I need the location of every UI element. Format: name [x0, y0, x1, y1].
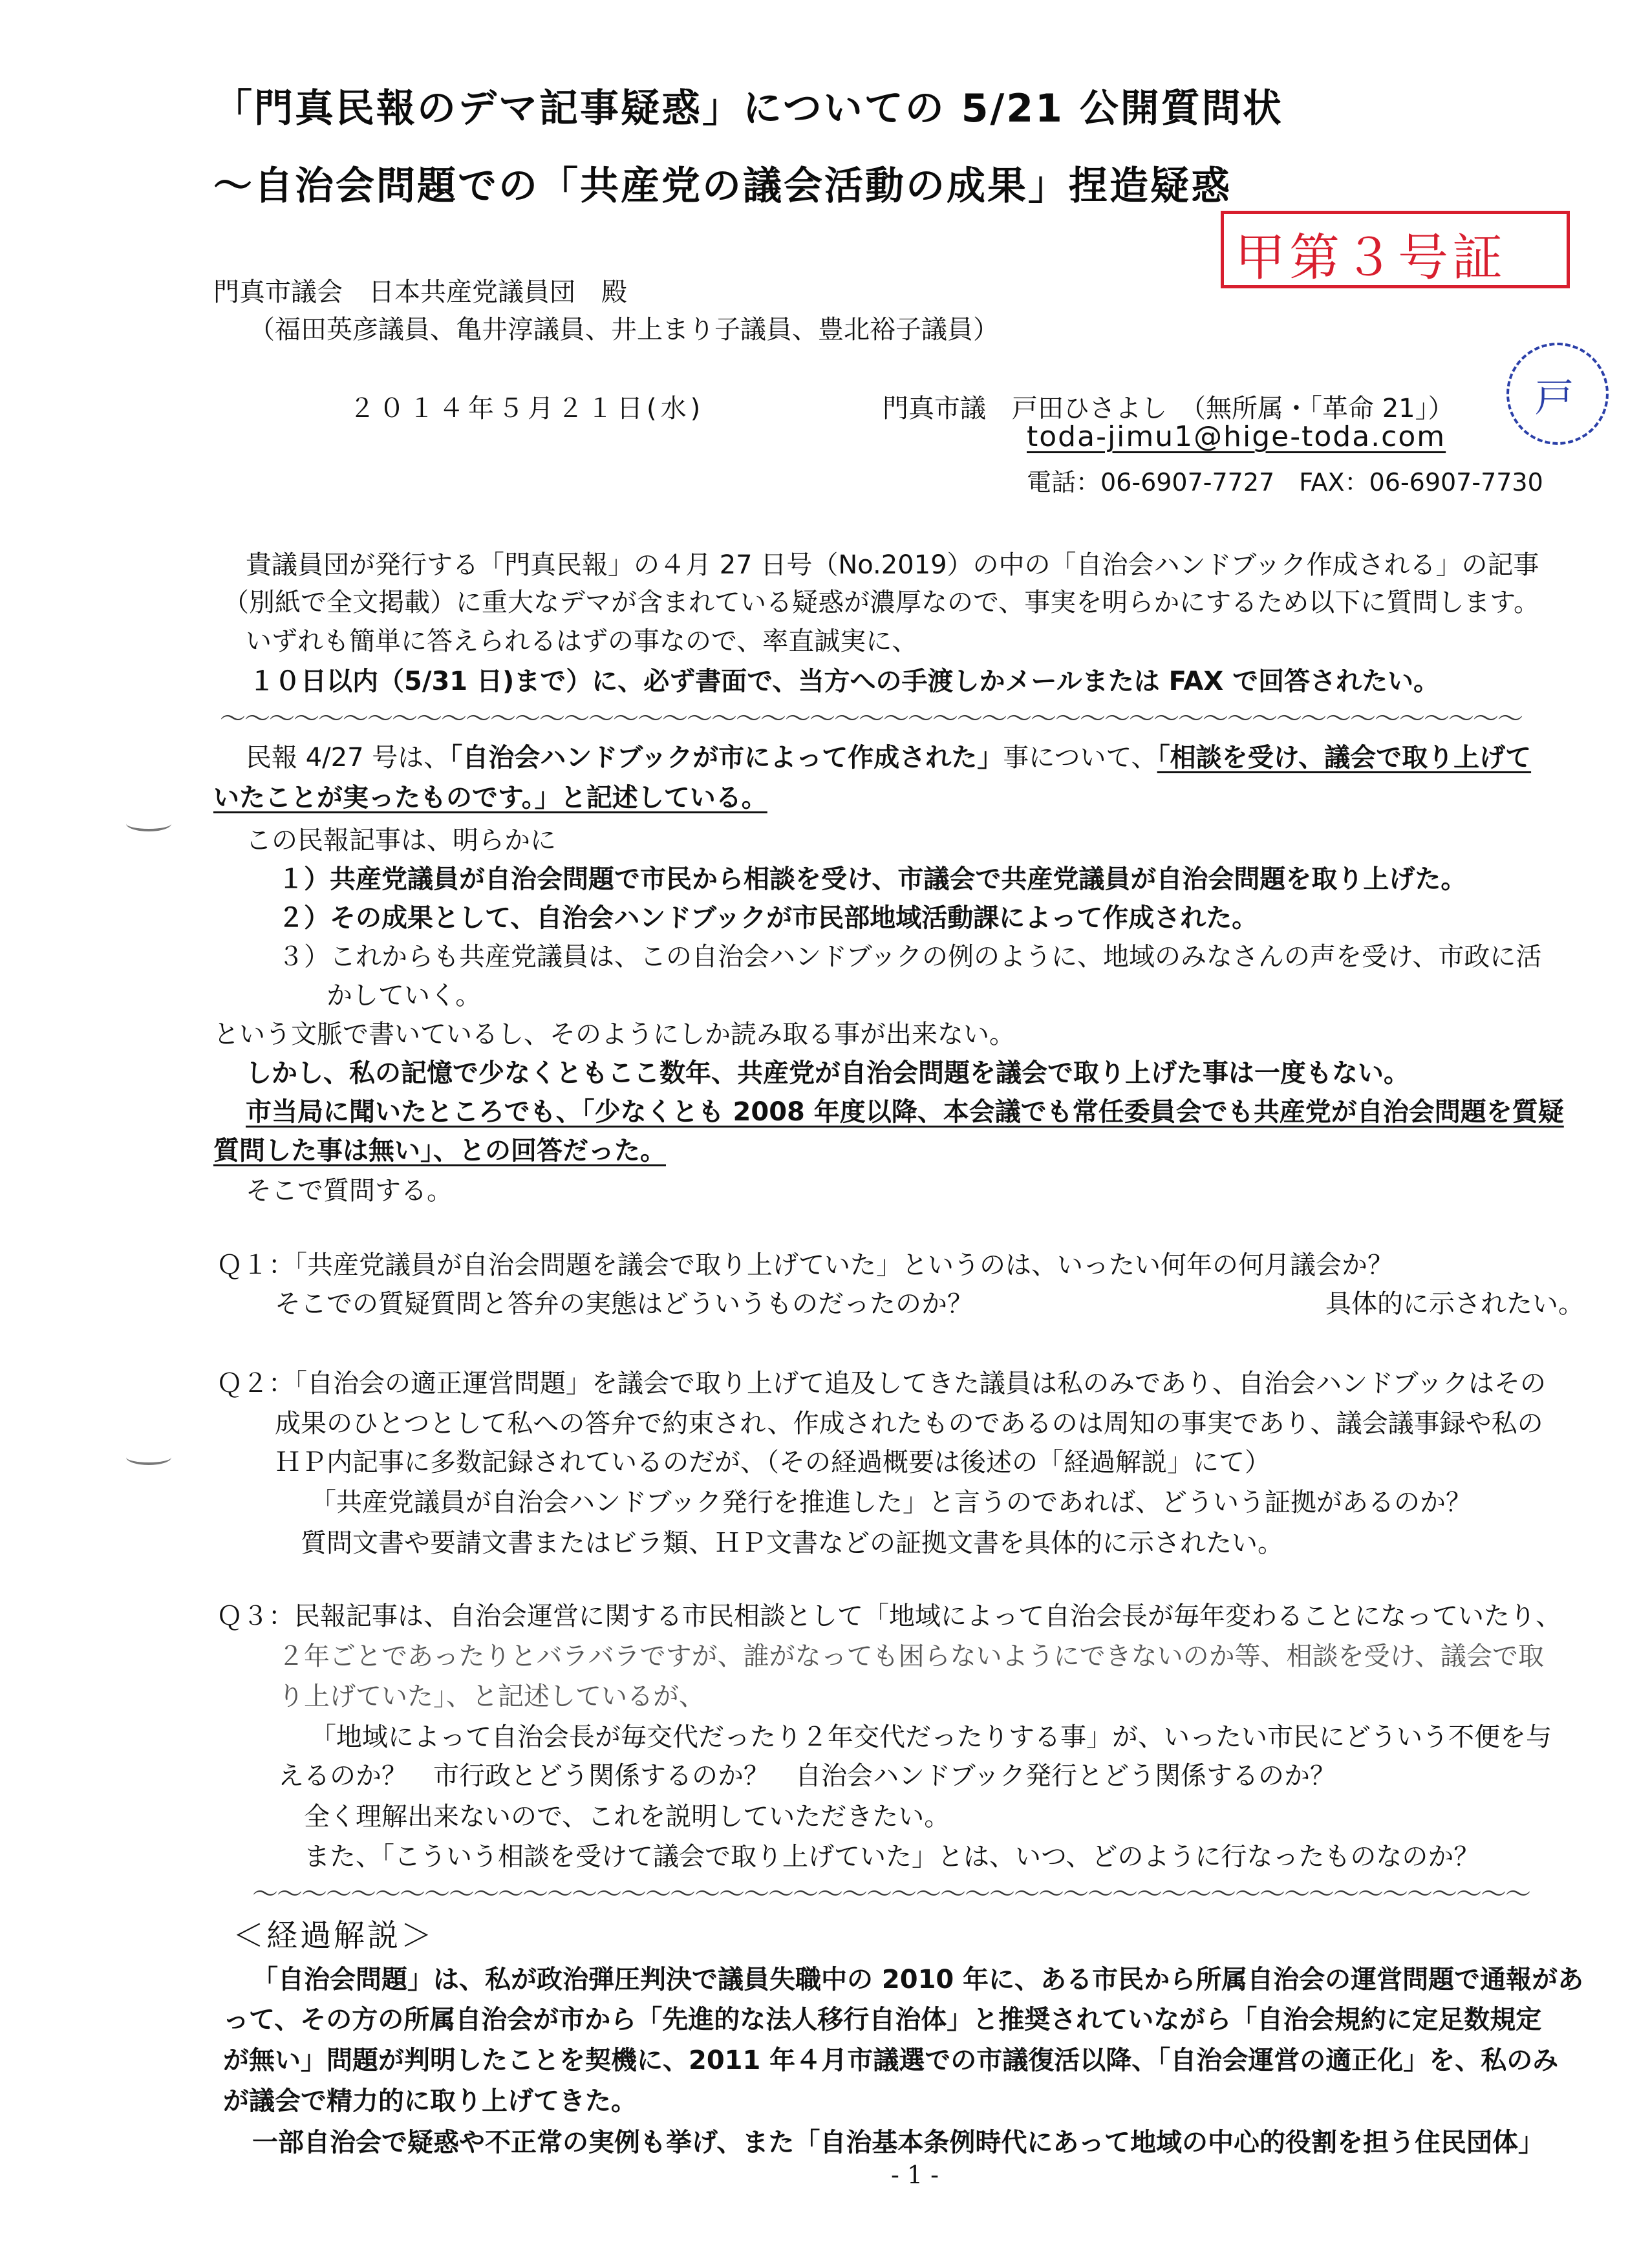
explanation-line-1: 「自治会問題」は、私が政治弾圧判決で議員失職中の 2010 年に、ある市民から所属自治会の運営問題で通報があ [252, 1965, 1584, 1995]
q3-line-5: えるのか？ 市行政とどう関係するのか？ 自治会ハンドブック発行とどう関係するのか？ [278, 1761, 1336, 1791]
addressee-line-2: （福田英彦議員、亀井淳議員、井上まり子議員、豊北裕子議員） [249, 315, 999, 345]
title-line-2: ～自治会問題での「共産党の議会活動の成果」捏造疑惑 [213, 164, 1232, 209]
separator-wave-2: ～～～～～～～～～～～～～～～～～～～～～～～～～～～～～～～～～～～～～～～～～～～～～～～～～～～～ [252, 1879, 1530, 1909]
letter-date: ２０１４年５月２１日(水) [349, 394, 705, 423]
statement-line-3: この民報記事は、明らかに [246, 826, 556, 855]
statement-line-7: 質問した事は無い」、との回答だった。 [213, 1136, 666, 1166]
statement-item-2: ２）その成果として、自治会ハンドブックが市民部地域活動課によって作成された。 [278, 903, 1258, 933]
statement-line-1c: 事について、 [1003, 743, 1157, 773]
statement-line-1d: 「相談を受け、議会で取り上げて [1157, 743, 1532, 773]
title-line-1: 「門真民報のデマ記事疑惑」についての 5/21 公開質問状 [213, 86, 1283, 131]
punch-mark-icon [126, 1450, 171, 1465]
q3-line-2: ２年ごとであったりとバラバラですが、誰がなっても困らないようにできないのか等、相談を受け、議会で取 [278, 1642, 1544, 1671]
q2-line-1: Ｑ２：「自治会の適正運営問題」を議会で取り上げて追及してきた議員は私のみであり、自治会ハンドブックはその [217, 1369, 1546, 1398]
page-number: - 1 - [891, 2161, 939, 2189]
statement-item-3b: かしていく。 [327, 981, 482, 1011]
statement-item-1: １）共産党議員が自治会問題で市民から相談を受け、市議会で共産党議員が自治会問題を取り上げた。 [278, 864, 1467, 894]
statement-line-4: という文脈で書いているし、そのようにしか読み取る事が出来ない。 [213, 1020, 1015, 1049]
statement-line-2: いたことが実ったものです。」と記述している。 [213, 783, 767, 813]
addressee-line-1: 門真市議会 日本共産党議員団 殿 [213, 277, 627, 307]
seal-glyph: 戸 [1535, 376, 1574, 421]
statement-line-6: 市当局に聞いたところでも、「少なくとも 2008 年度以降、本会議でも常任委員会でも共産党が自治会問題を質疑 [246, 1097, 1564, 1127]
q2-line-2: 成果のひとつとして私への答弁で約束され、作成されたものであるのは周知の事実であり、議会議事録や私の [275, 1409, 1543, 1439]
separator-wave-1: ～～～～～～～～～～～～～～～～～～～～～～～～～～～～～～～～～～～～～～～～～～～～～～～～～～～～～ [220, 704, 1522, 734]
q3-line-1: Ｑ３：民報記事は、自治会運営に関する市民相談として「地域によって自治会長が毎年変わることになっていたり、 [217, 1601, 1561, 1631]
q2-line-4: 「共産党議員が自治会ハンドブック発行を推進した」と言うのであれば、どういう証拠があるのか？ [310, 1488, 1472, 1517]
statement-line-8: そこで質問する。 [246, 1176, 453, 1206]
explanation-line-2: って、その方の所属自治会が市から「先進的な法人移行自治体」と推奨されていながら「自治会規約に定足数規定 [223, 2005, 1542, 2035]
statement-line-1 [246, 737, 1531, 774]
seal-stamp-icon [1506, 343, 1609, 445]
q3-line-7: また、「こういう相談を受けて議会で取り上げていた」とは、いつ、どのように行なったものなのか？ [304, 1842, 1480, 1872]
punch-mark-icon [126, 816, 171, 831]
sender-name: 門真市議 戸田ひさよし （無所属・「革命 21」） [883, 394, 1454, 423]
intro-line-1: 貴議員団が発行する「門真民報」の４月 27 日号（No.2019）の中の「自治会ハンドブック作成される」の記事 [246, 550, 1539, 580]
explanation-line-4: が議会で精力的に取り上げてきた。 [223, 2086, 637, 2116]
exhibit-stamp: 甲第３号証 [1235, 229, 1507, 287]
q1-line-1: Ｑ１：「共産党議員が自治会問題を議会で取り上げていた」というのは、いったい何年の何月議会か？ [217, 1250, 1393, 1280]
sender-email: toda-jimu1@hige-toda.com [1027, 420, 1446, 453]
statement-line-1a: 民報 4/27 号は、 [246, 743, 450, 773]
intro-line-2: （別紙で全文掲載）に重大なデマが含まれている疑惑が濃厚なので、事実を明らかにするため以下に質問します。 [223, 588, 1539, 617]
statement-line-5: しかし、私の記憶で少なくともここ数年、共産党が自治会問題を議会で取り上げた事は一度もない。 [246, 1058, 1409, 1088]
q3-line-3: り上げていた」、と記述しているが、 [278, 1682, 705, 1711]
q3-line-6: 全く理解出来ないので、これを説明していただきたい。 [304, 1802, 950, 1832]
sender-contact: 電話：06-6907-7727 FAX：06-6907-7730 [1027, 468, 1543, 497]
explanation-heading: ＜経過解説＞ [233, 1918, 435, 1954]
q1-line-2: そこでの質疑質問と答弁の実態はどういうものだったのか？ [275, 1289, 973, 1319]
intro-line-3: いずれも簡単に答えられるはずの事なので、率直誠実に、 [246, 626, 918, 656]
q2-line-5: 質問文書や要請文書またはビラ類、ＨＰ文書などの証拠文書を具体的に示されたい。 [301, 1528, 1283, 1558]
statement-item-3a: ３）これからも共産党議員は、この自治会ハンドブックの例のように、地域のみなさんの声を受け、市政に活 [278, 942, 1542, 972]
explanation-line-5: 一部自治会で疑惑や不正常の実例も挙げ、また「自治基本条例時代にあって地域の中心的役割を担う住民団体」 [252, 2128, 1544, 2157]
intro-deadline: １０日以内（5/31 日)まで）に、必ず書面で、当方への手渡しかメールまたは FAX で回答されたい。 [249, 667, 1440, 696]
explanation-line-3: が無い」問題が判明したことを契機に、2011 年４月市議選での市議復活以降、「自治会運営の適正化」を、私のみ [223, 2046, 1559, 2075]
statement-line-1b: 「自治会ハンドブックが市によって作成された」 [449, 743, 1003, 773]
q1-line-2b: 具体的に示されたい。 [1325, 1289, 1584, 1319]
q3-line-4: 「地域によって自治会長が毎交代だったり２年交代だったりする事」が、いったい市民にどういう不便を与 [310, 1722, 1552, 1752]
q2-line-3: ＨＰ内記事に多数記録されているのだが、（その経過概要は後述の「経過解説」にて） [275, 1448, 1270, 1477]
